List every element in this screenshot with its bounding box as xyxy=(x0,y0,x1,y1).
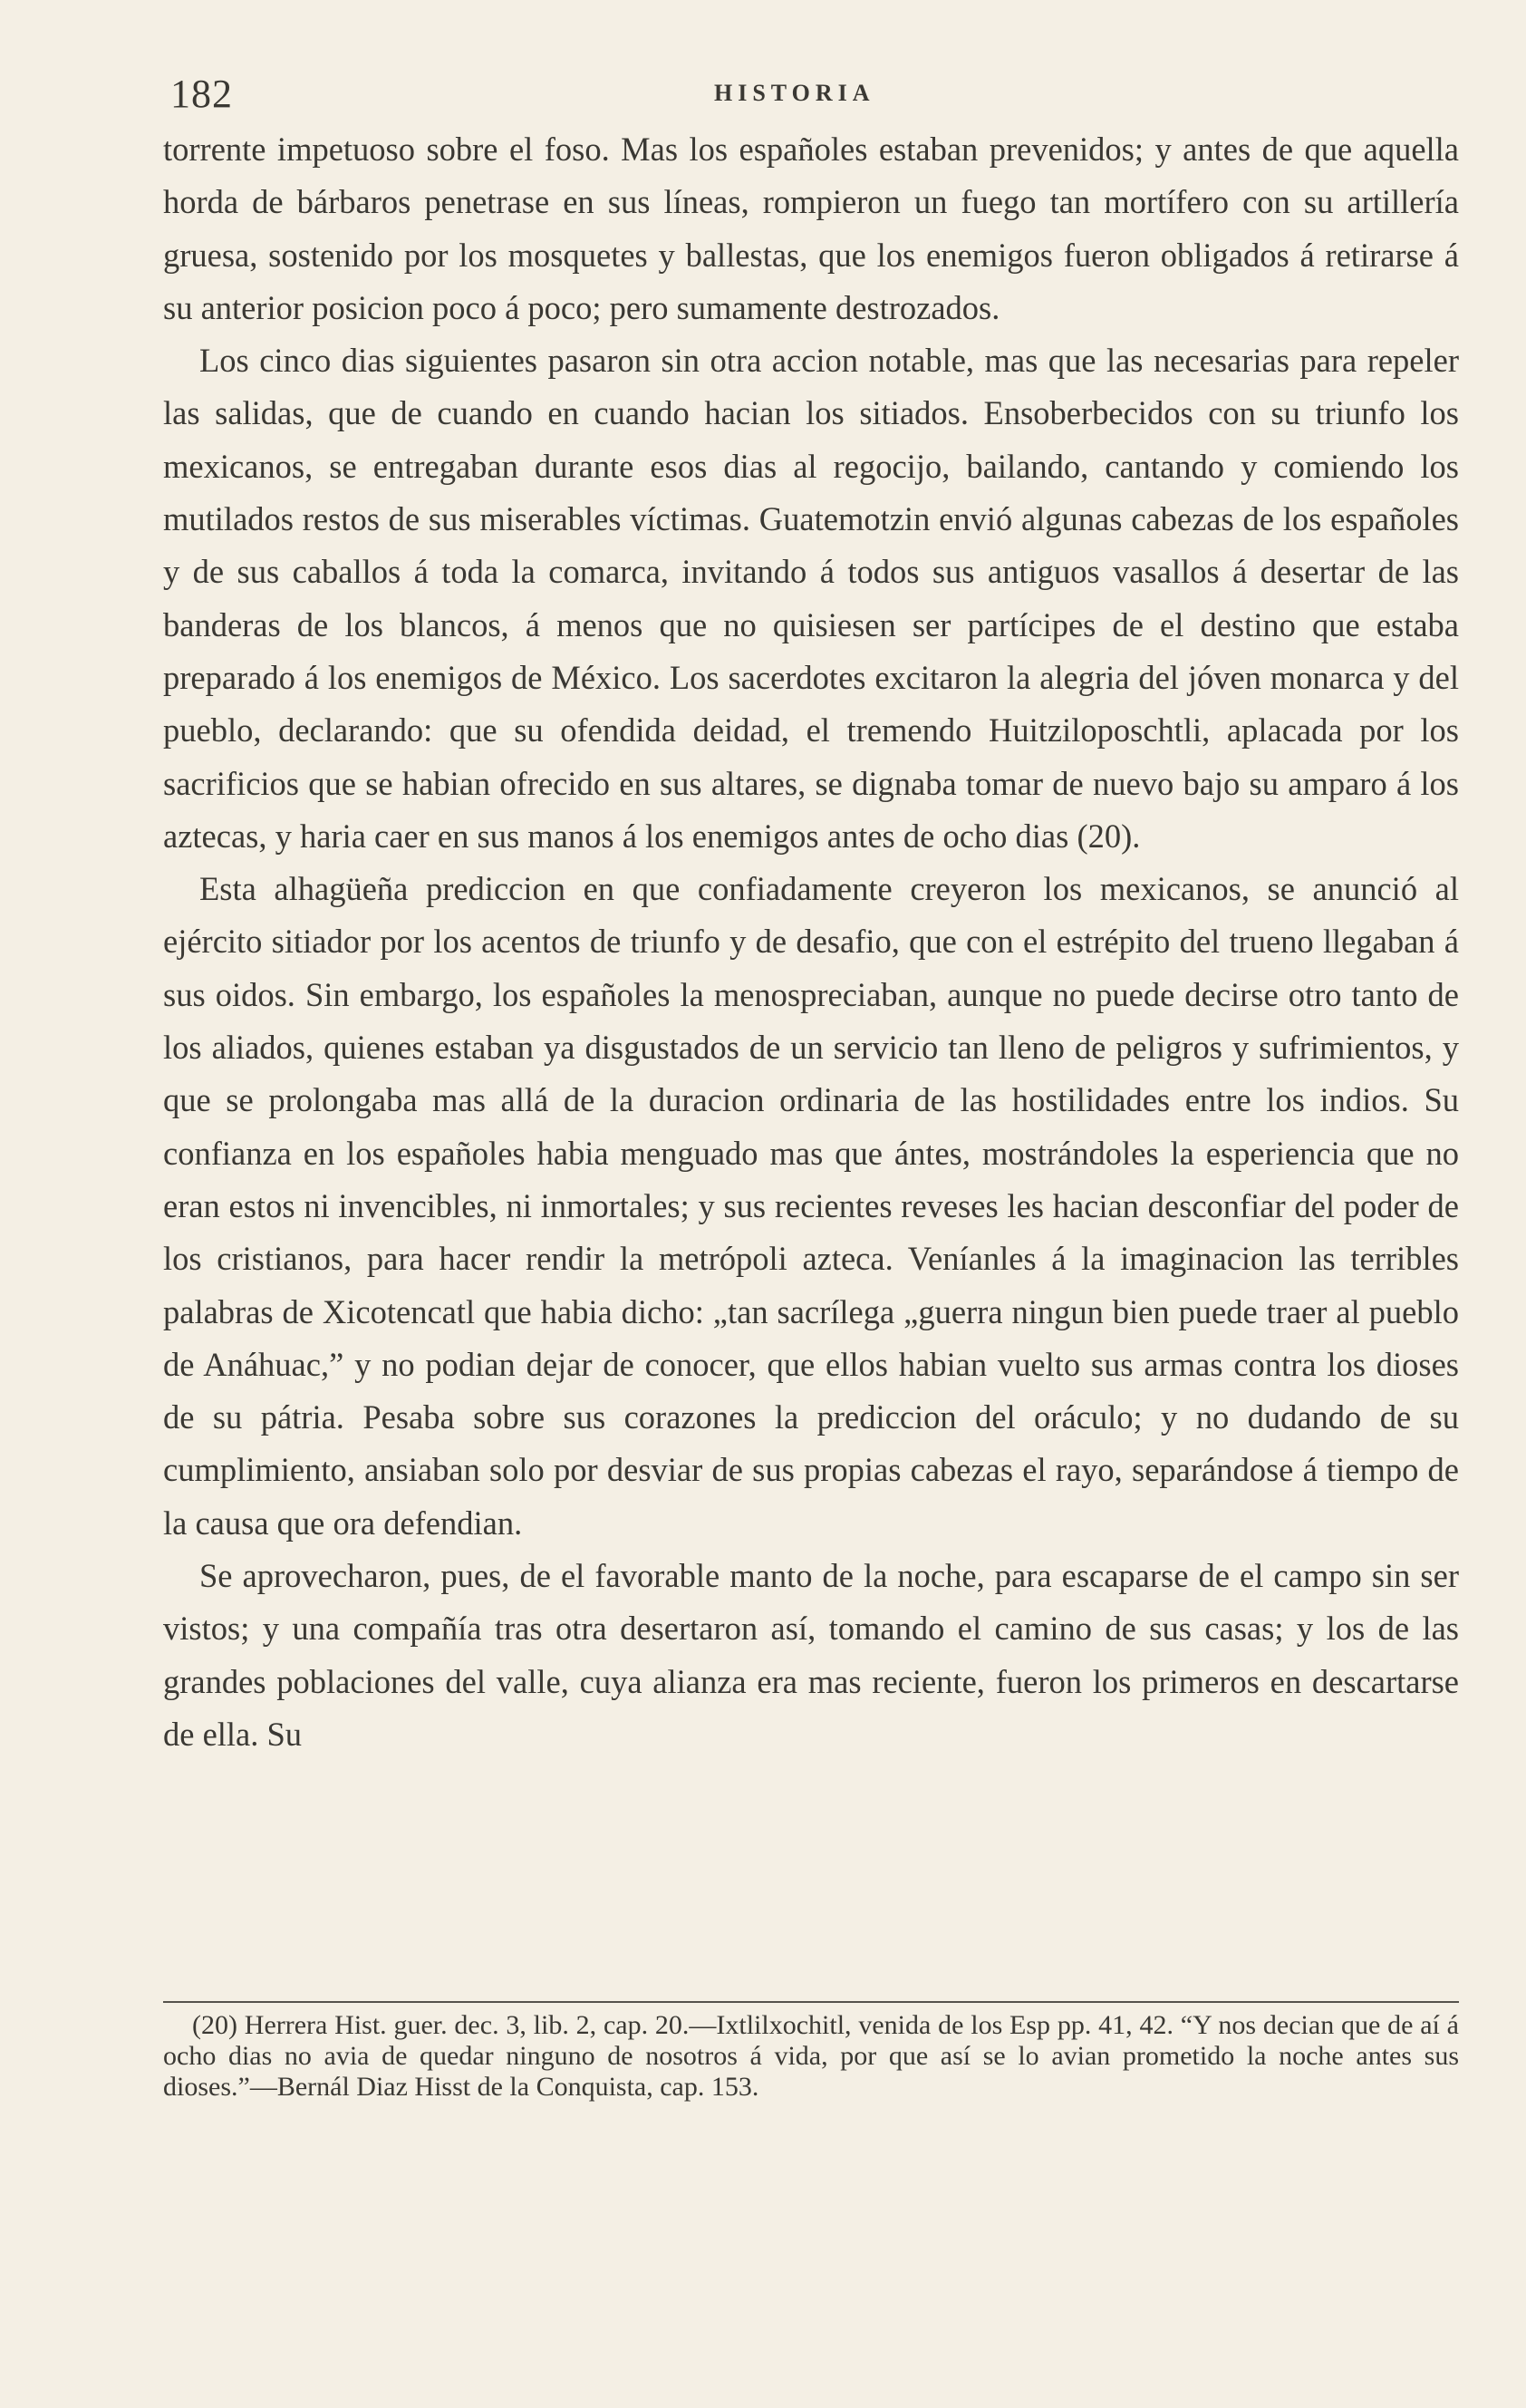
body-text xyxy=(163,123,1459,1761)
footnote-divider xyxy=(163,2001,1459,2003)
footnote: (20) Herrera Hist. guer. dec. 3, lib. 2, cap. 20.—Ixtlilxochitl, venida de los Esp pp. 41, 42. “Y nos decian que de aí á ocho dias no avia de quedar ninguno de nosotros á vida, por que así se lo avian prometido la noche antes sus dioses.”—Bernál Diaz Hisst de la Conquista, cap. 153. xyxy=(163,2010,1459,2102)
paragraph: Los cinco dias siguientes pasaron sin otra accion notable, mas que las necesarias para repeler las salidas, que de cuando en cuando hacian los sitiados. Ensoberbecidos con su triunfo los mexicanos, se entregaban durante esos dias al regocijo, bailando, cantando y comiendo los mutilados restos de sus miserables víctimas. Guatemotzin envió algunas cabezas de los españoles y de sus caballos á toda la comarca, invitando á todos sus antiguos vasallos á desertar de las banderas de los blancos, á menos que no quisiesen ser partícipes de el destino que estaba preparado á los enemigos de México. Los sacerdotes excitaron la alegria del jóven monarca y del pueblo, declarando: que su ofendida deidad, el tremendo Huitziloposchtli, aplacada por los sacrificios que se habian ofrecido en sus altares, se dignaba tomar de nuevo bajo su amparo á los aztecas, y haria caer en sus manos á los enemigos antes de ocho dias (20). xyxy=(163,342,1459,855)
running-title: HISTORIA xyxy=(714,80,875,106)
page-number: 182 xyxy=(170,72,233,116)
paragraph: Esta alhagüeña prediccion en que confiadamente creyeron los mexicanos, se anunció al ejército sitiador por los acentos de triunfo y de desafio, que con el estrépito del trueno llegaban á sus oidos. Sin embargo, los españoles la menospreciaban, aunque no puede decirse otro tanto de los aliados, quienes estaban ya disgustados de un servicio tan lleno de peligros y sufrimientos, y que se prolongaba mas allá de la duracion ordinaria de las hostilidades entre los indios. Su confianza en los españoles habia menguado mas que ántes, mostrándoles la esperiencia que no eran estos ni invencibles, ni inmortales; y sus recientes reveses les hacian desconfiar del poder de los cristianos, para hacer rendir la metrópoli azteca. Veníanles á la imaginacion las terribles palabras de Xicotencatl que habia dicho: „tan sacrílega „guerra ningun bien puede traer al pueblo de Anáhuac,” y no podian dejar de conocer, que ellos habian vuelto sus armas contra los dioses de su pátria. Pesaba sobre sus corazones la prediccion del oráculo; y no dudando de su cumplimiento, ansiaban solo por desviar de sus propias cabezas el rayo, separándose á tiempo de la causa que ora defendian. xyxy=(163,870,1459,1542)
paragraph: torrente impetuoso sobre el foso. Mas los españoles estaban prevenidos; y antes de que aquella horda de bárbaros penetrase en sus líneas, rompieron un fuego tan mortífero con su artillería gruesa, sostenido por los mosquetes y ballestas, que los enemigos fueron obligados á retirarse á su anterior posicion poco á poco; pero sumamente destrozados. xyxy=(163,131,1459,326)
paragraph: Se aprovecharon, pues, de el favorable manto de la noche, para escaparse de el campo sin ser vistos; y una compañía tras otra desertaron así, tomando el camino de sus casas; y los de las grandes poblaciones del valle, cuya alianza era mas reciente, fueron los primeros en descartarse de ella. Su xyxy=(163,1557,1459,1753)
running-head xyxy=(170,71,1457,125)
footnotes xyxy=(163,2010,1459,2103)
